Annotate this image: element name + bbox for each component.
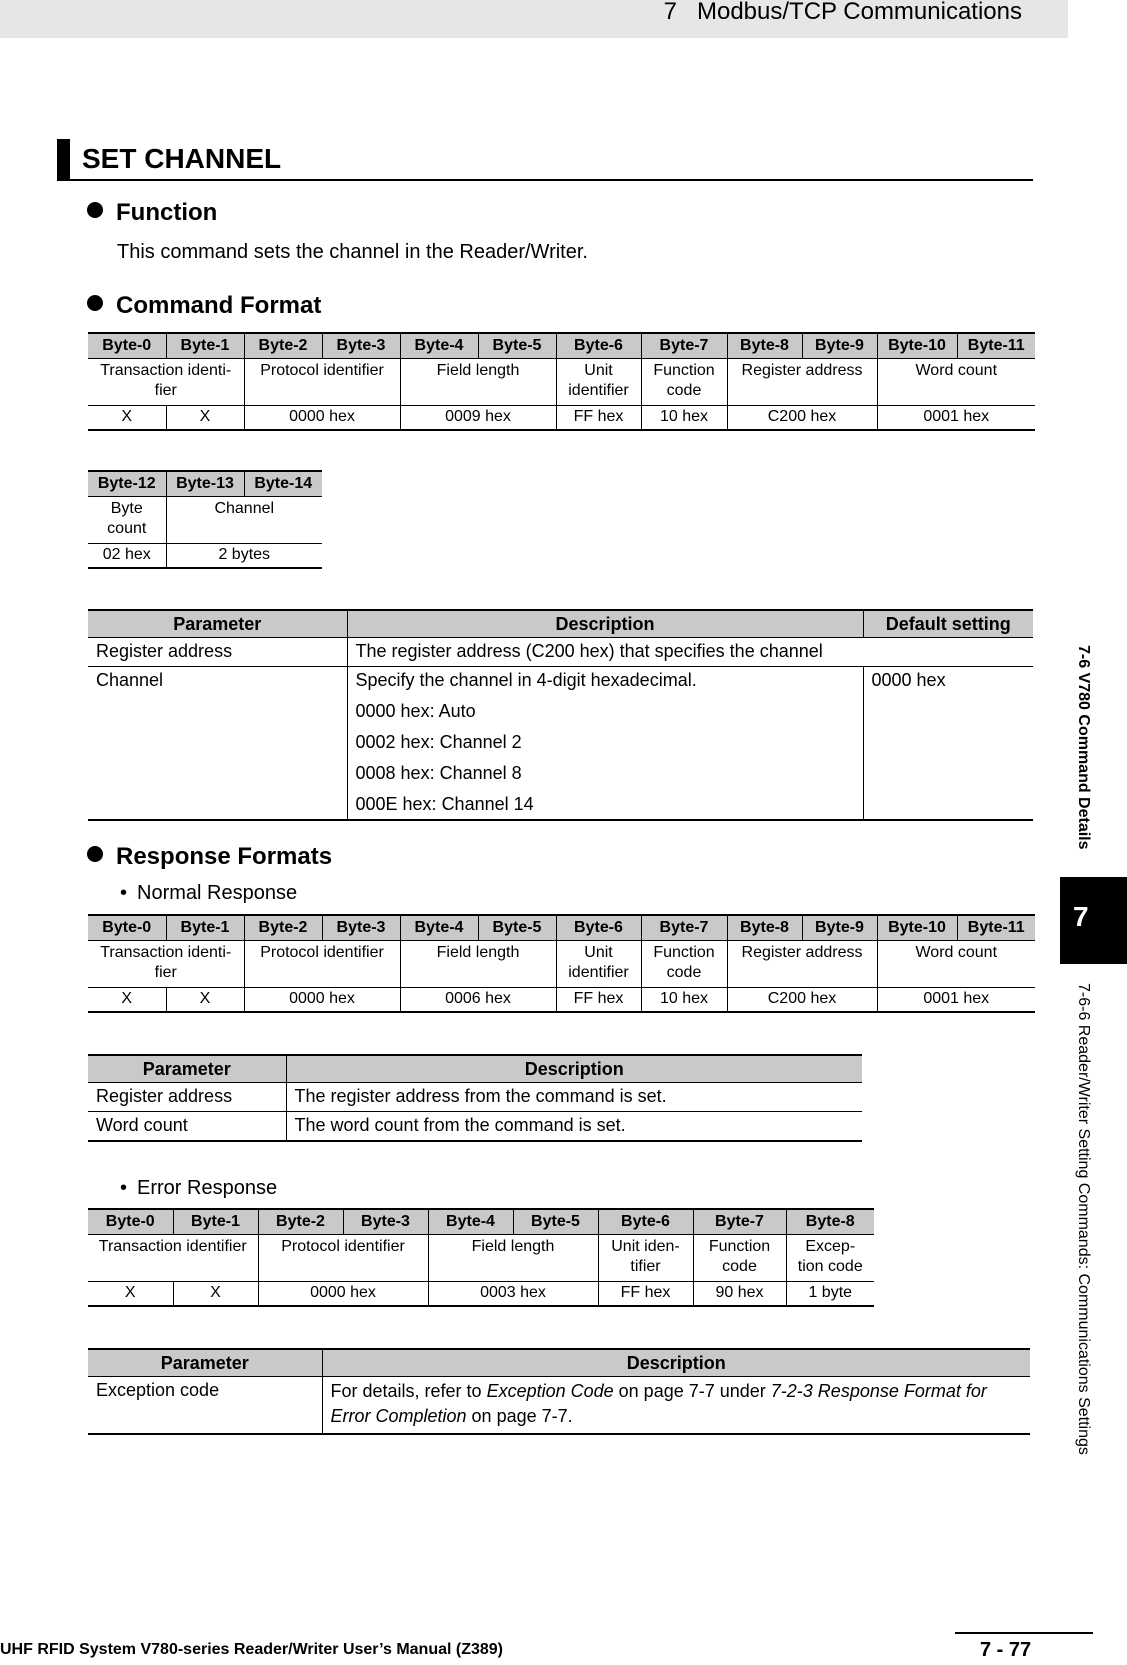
byte-header: Byte-9 xyxy=(802,915,877,941)
byte-header: Byte-0 xyxy=(88,333,166,359)
field-desc: Protocol identifier xyxy=(244,941,400,988)
field-desc: Unit identifier xyxy=(556,941,641,988)
byte-header: Byte-12 xyxy=(88,471,166,497)
byte-header: Byte-3 xyxy=(322,333,400,359)
byte-header: Byte-6 xyxy=(598,1209,693,1235)
field-value: X xyxy=(173,1282,258,1307)
field-value: FF hex xyxy=(598,1282,693,1307)
field-desc: Unit identifier xyxy=(556,359,641,406)
section-title-text: SET CHANNEL xyxy=(82,143,282,174)
byte-header-row xyxy=(88,1209,874,1235)
function-heading: Function xyxy=(87,199,217,227)
field-value: X xyxy=(88,988,166,1013)
byte-header: Byte-8 xyxy=(786,1209,874,1235)
byte-header: Byte-10 xyxy=(877,915,957,941)
side-subsection-label: 7-6-6 Reader/Writer Setting Commands: Communications Settings xyxy=(1075,983,1092,1455)
field-value: 0001 hex xyxy=(877,988,1035,1013)
field-value: 1 byte xyxy=(786,1282,874,1307)
param-row xyxy=(88,1083,862,1112)
param-name: Channel xyxy=(88,667,347,821)
byte-header: Byte-0 xyxy=(88,1209,173,1235)
param-header: Description xyxy=(322,1349,1030,1377)
field-value: C200 hex xyxy=(727,406,877,431)
byte-header: Byte-7 xyxy=(641,333,727,359)
field-desc: Function code xyxy=(693,1235,786,1282)
description-line: 0000 hex: Auto xyxy=(355,701,476,721)
normal-response-label: • Normal Response xyxy=(120,882,298,904)
param-name: Exception code xyxy=(88,1377,322,1435)
param-header: Parameter xyxy=(88,610,347,638)
byte-header: Byte-11 xyxy=(957,915,1035,941)
field-desc: Function code xyxy=(641,359,727,406)
field-desc: Word count xyxy=(877,941,1035,988)
field-desc-row xyxy=(88,359,1035,406)
field-desc: Transaction identi- fier xyxy=(88,359,244,406)
field-desc: Function code xyxy=(641,941,727,988)
byte-header: Byte-14 xyxy=(244,471,322,497)
param-row xyxy=(88,667,1033,821)
field-value: 0001 hex xyxy=(877,406,1035,431)
section-title-bar xyxy=(57,139,70,181)
description-line: Specify the channel in 4-digit hexadecimal. xyxy=(355,670,697,690)
field-value: X xyxy=(88,406,166,431)
param-name: Word count xyxy=(88,1112,286,1142)
byte-header: Byte-2 xyxy=(258,1209,343,1235)
normal-response-byte-table xyxy=(88,914,1035,1013)
bullet-dot-icon xyxy=(87,202,103,218)
field-value: 0000 hex xyxy=(244,988,400,1013)
byte-header: Byte-5 xyxy=(478,333,556,359)
param-header: Description xyxy=(347,610,863,638)
field-desc: Field length xyxy=(400,359,556,406)
field-value: X xyxy=(88,1282,173,1307)
page-number-rule xyxy=(955,1632,1093,1634)
byte-header: Byte-6 xyxy=(556,333,641,359)
byte-header: Byte-5 xyxy=(513,1209,598,1235)
field-desc: Transaction identifier xyxy=(88,1235,258,1282)
byte-header: Byte-0 xyxy=(88,915,166,941)
command-byte-table-2 xyxy=(88,470,322,569)
field-desc: Protocol identifier xyxy=(244,359,400,406)
response-format-reference: 7-2-3 Response Format for Error Completion xyxy=(330,1381,987,1426)
param-description: The register address from the command is set. xyxy=(286,1083,862,1112)
chapter-tab: 7 xyxy=(1060,877,1127,964)
field-desc: Register address xyxy=(727,359,877,406)
response-formats-heading: Response Formats xyxy=(87,843,332,871)
field-desc: Register address xyxy=(727,941,877,988)
field-desc: Byte count xyxy=(88,497,166,544)
byte-header: Byte-9 xyxy=(802,333,877,359)
description-line: 0008 hex: Channel 8 xyxy=(355,763,522,783)
field-value: X xyxy=(166,988,244,1013)
byte-header: Byte-11 xyxy=(957,333,1035,359)
field-value: 02 hex xyxy=(88,544,166,569)
field-value: 0003 hex xyxy=(428,1282,598,1307)
field-value-row xyxy=(88,406,1035,431)
field-value-row xyxy=(88,988,1035,1013)
field-value: 0006 hex xyxy=(400,988,556,1013)
description-line: 000E hex: Channel 14 xyxy=(355,794,534,814)
chapter-header: 7 Modbus/TCP Communications xyxy=(663,0,1022,25)
bullet-dot-icon xyxy=(87,846,103,862)
field-value: 0000 hex xyxy=(258,1282,428,1307)
error-response-byte-table xyxy=(88,1208,874,1307)
field-value-row xyxy=(88,544,322,569)
field-value: X xyxy=(166,406,244,431)
exception-code-reference: Exception Code xyxy=(486,1381,614,1401)
param-description: The register address (C200 hex) that specifies the channel xyxy=(347,638,1033,667)
byte-header: Byte-8 xyxy=(727,915,802,941)
byte-header: Byte-10 xyxy=(877,333,957,359)
field-value: 0000 hex xyxy=(244,406,400,431)
param-name: Register address xyxy=(88,638,347,667)
byte-header-row xyxy=(88,333,1035,359)
error-response-label: • Error Response xyxy=(120,1177,278,1199)
byte-header: Byte-6 xyxy=(556,915,641,941)
field-desc-row xyxy=(88,1235,874,1282)
field-value-row xyxy=(88,1282,874,1307)
field-desc: Word count xyxy=(877,359,1035,406)
field-desc: Excep- tion code xyxy=(786,1235,874,1282)
byte-header: Byte-4 xyxy=(400,915,478,941)
description-line: 0002 hex: Channel 2 xyxy=(355,732,522,752)
param-row xyxy=(88,1112,862,1142)
field-desc: Channel xyxy=(166,497,322,544)
param-row xyxy=(88,1377,1030,1435)
footer-manual-title: UHF RFID System V780-series Reader/Writer User’s Manual (Z389) xyxy=(0,1641,504,1658)
byte-header: Byte-1 xyxy=(166,333,244,359)
param-row xyxy=(88,638,1033,667)
byte-header: Byte-2 xyxy=(244,915,322,941)
param-header: Parameter xyxy=(88,1349,322,1377)
normal-response-parameter-table xyxy=(88,1054,862,1142)
param-header: Description xyxy=(286,1055,862,1083)
byte-header: Byte-3 xyxy=(322,915,400,941)
field-desc: Transaction identi- fier xyxy=(88,941,244,988)
byte-header: Byte-7 xyxy=(693,1209,786,1235)
field-value: FF hex xyxy=(556,406,641,431)
byte-header: Byte-4 xyxy=(428,1209,513,1235)
field-value: 2 bytes xyxy=(166,544,322,569)
byte-header: Byte-1 xyxy=(173,1209,258,1235)
field-value: 10 hex xyxy=(641,406,727,431)
field-desc-row xyxy=(88,497,322,544)
default-setting: 0000 hex xyxy=(863,667,1033,821)
side-section-label: 7-6 V780 Command Details xyxy=(1075,645,1092,850)
field-value: FF hex xyxy=(556,988,641,1013)
byte-header: Byte-13 xyxy=(166,471,244,497)
param-header: Parameter xyxy=(88,1055,286,1083)
param-header-row xyxy=(88,1055,862,1083)
param-name: Register address xyxy=(88,1083,286,1112)
param-header-row xyxy=(88,610,1033,638)
command-format-heading: Command Format xyxy=(87,292,321,320)
command-parameter-table xyxy=(88,609,1033,821)
byte-header: Byte-3 xyxy=(343,1209,428,1235)
byte-header: Byte-5 xyxy=(478,915,556,941)
field-value: C200 hex xyxy=(727,988,877,1013)
field-value: 10 hex xyxy=(641,988,727,1013)
param-description: For details, refer to Exception Code on page 7-7 under 7-2-3 Response Format for Error Completion on page 7-7. xyxy=(322,1377,1030,1435)
command-byte-table xyxy=(88,332,1035,431)
field-desc: Field length xyxy=(400,941,556,988)
byte-header: Byte-4 xyxy=(400,333,478,359)
byte-header: Byte-7 xyxy=(641,915,727,941)
byte-header: Byte-1 xyxy=(166,915,244,941)
field-value: 0009 hex xyxy=(400,406,556,431)
param-description: The word count from the command is set. xyxy=(286,1112,862,1142)
field-desc-row xyxy=(88,941,1035,988)
field-value: 90 hex xyxy=(693,1282,786,1307)
error-response-parameter-table xyxy=(88,1348,1030,1435)
section-title xyxy=(57,139,1033,181)
byte-header: Byte-8 xyxy=(727,333,802,359)
byte-header: Byte-2 xyxy=(244,333,322,359)
function-text: This command sets the channel in the Reader/Writer. xyxy=(117,241,588,263)
param-description xyxy=(347,667,863,821)
page-number: 7 - 77 xyxy=(980,1639,1032,1661)
bullet-dot-icon xyxy=(87,295,103,311)
byte-header-row xyxy=(88,915,1035,941)
field-desc: Field length xyxy=(428,1235,598,1282)
param-header-row xyxy=(88,1349,1030,1377)
byte-header-row xyxy=(88,471,322,497)
param-header: Default setting xyxy=(863,610,1033,638)
field-desc: Protocol identifier xyxy=(258,1235,428,1282)
field-desc: Unit iden- tifier xyxy=(598,1235,693,1282)
